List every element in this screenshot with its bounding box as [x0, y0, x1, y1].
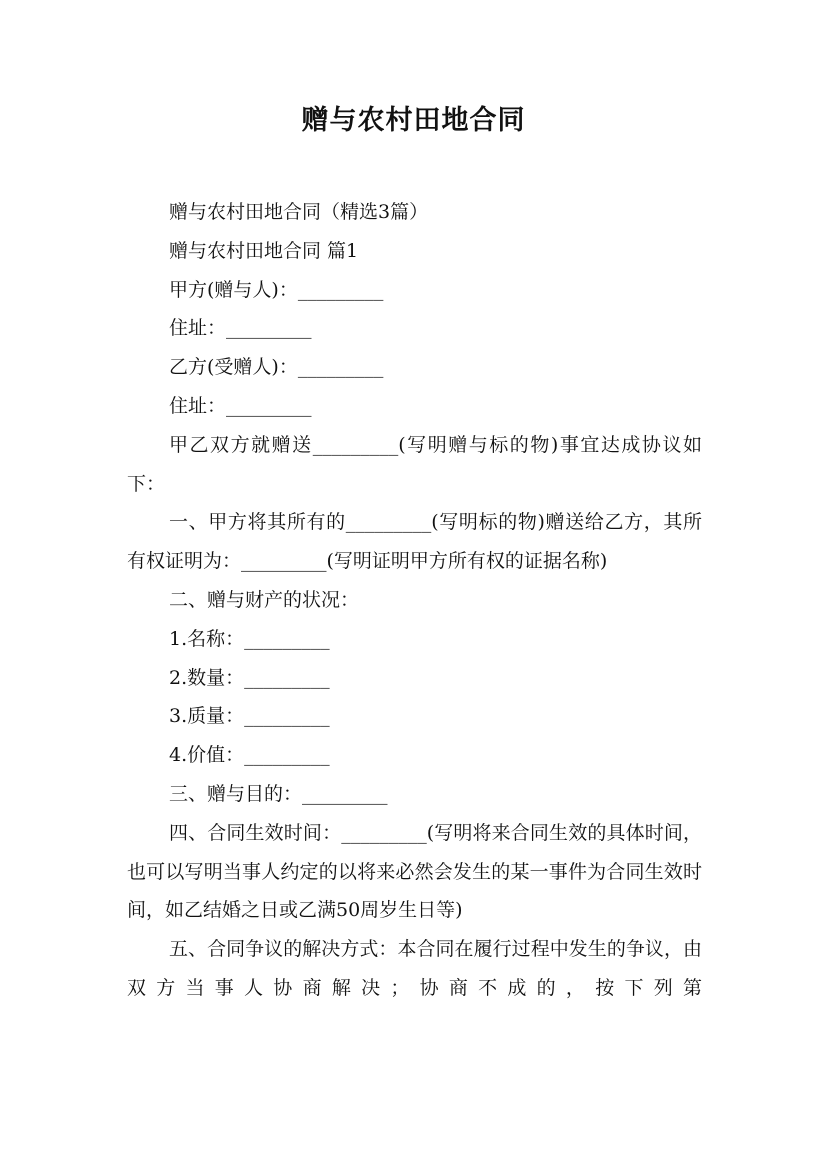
paragraph-party-a-address: 住址：_________ — [169, 317, 312, 340]
paragraph-party-a: 甲方(赠与人)：_________ — [169, 278, 384, 301]
paragraph-party-b-address: 住址：_________ — [169, 394, 312, 417]
paragraph-clause-3: 三、赠与目的：_________ — [169, 782, 388, 805]
paragraph-clause-1: 一、甲方将其所有的_________(写明标的物)赠送给乙方，其所有权证明为：_________(写明证明甲方所有权的证据名称) — [127, 511, 702, 573]
paragraph-section-heading: 赠与农村田地合同 篇1 — [169, 239, 359, 262]
paragraph-item-value: 4.价值：_________ — [169, 744, 330, 767]
paragraph-subtitle: 赠与农村田地合同（精选3篇） — [169, 201, 429, 223]
paragraph-party-b: 乙方(受赠人)：_________ — [169, 356, 384, 379]
paragraph-clause-4: 四、合同生效时间：_________(写明将来合同生效的具体时间，也可以写明当事人约定的以将来必然会发生的某一事件为合同生效时间，如乙结婚之日或乙满50周岁生日等) — [127, 821, 702, 922]
document-body — [127, 193, 702, 1008]
document-title: 赠与农村田地合同 — [301, 105, 526, 136]
paragraph-clause-2: 二、赠与财产的状况： — [169, 588, 360, 611]
paragraph-item-quantity: 2.数量：_________ — [169, 666, 330, 689]
paragraph-item-name: 1.名称：_________ — [169, 627, 330, 650]
paragraph-agreement-intro: 甲乙双方就赠送_________(写明赠与标的物)事宜达成协议如下： — [127, 433, 702, 495]
paragraph-item-quality: 3.质量：_________ — [169, 705, 330, 728]
paragraph-clause-5: 五、合同争议的解决方式：本合同在履行过程中发生的争议，由双方当事人协商解决；协商不成的，按下列第 — [127, 938, 702, 999]
